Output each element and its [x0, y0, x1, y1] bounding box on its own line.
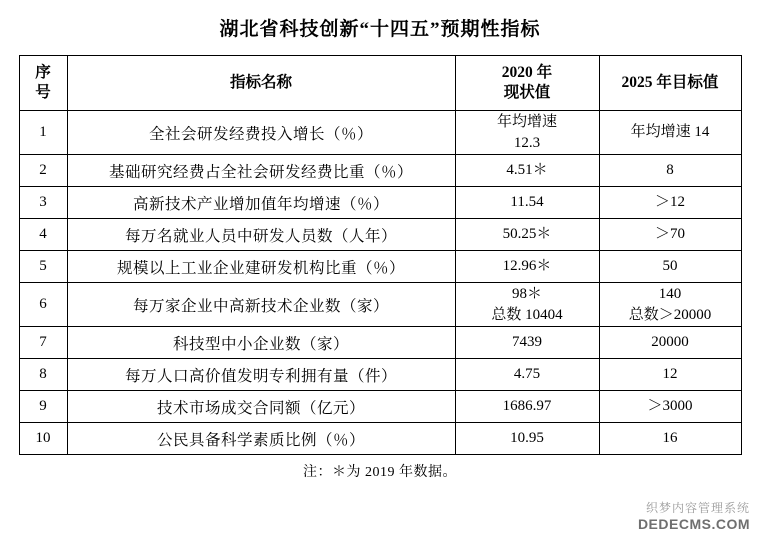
column-header-current [455, 56, 599, 111]
row-current-value [455, 283, 599, 327]
table-row [19, 155, 741, 187]
table-row [19, 219, 741, 251]
table-row [19, 187, 741, 219]
table-header [19, 56, 741, 111]
table-row [19, 251, 741, 283]
row-target-value: 12 [599, 359, 741, 391]
row-number: 3 [19, 187, 67, 219]
row-number: 10 [19, 423, 67, 455]
indicators-table [19, 55, 742, 455]
watermark-line2: DEDECMS.COM [637, 515, 750, 532]
row-indicator-name: 科技型中小企业数（家） [67, 327, 455, 359]
row-current-value-line1: 年均增速 [496, 114, 557, 131]
row-current-value-line2: 总数 10404 [491, 306, 563, 323]
column-header-target: 2025 年目标值 [599, 56, 741, 111]
row-number: 8 [19, 359, 67, 391]
row-indicator-name: 高新技术产业增加值年均增速（％） [67, 187, 455, 219]
table-row [19, 111, 741, 155]
page-title: 湖北省科技创新“十四五”预期性指标 [219, 19, 541, 40]
row-indicator-name: 每万名就业人员中研发人员数（人年） [67, 219, 455, 251]
row-target-value: 16 [599, 423, 741, 455]
row-target-value: ＞70 [599, 219, 741, 251]
column-header-name: 指标名称 [67, 56, 455, 111]
row-target-value: ＞3000 [599, 391, 741, 423]
column-header-current-line2: 现状值 [503, 84, 551, 101]
row-target-value: 8 [599, 155, 741, 187]
row-current-value: 10.95 [455, 423, 599, 455]
row-target-value: 50 [599, 251, 741, 283]
row-indicator-name: 每万家企业中高新技术企业数（家） [67, 283, 455, 327]
row-target-value: 20000 [599, 327, 741, 359]
row-current-value: 4.51＊ [455, 155, 599, 187]
row-number: 9 [19, 391, 67, 423]
row-number: 4 [19, 219, 67, 251]
row-number: 1 [19, 111, 67, 155]
table-row [19, 283, 741, 327]
row-current-value: 7439 [455, 327, 599, 359]
row-current-value [455, 111, 599, 155]
row-target-value-line2: 总数＞20000 [628, 306, 712, 323]
row-indicator-name: 公民具备科学素质比例（％） [67, 423, 455, 455]
row-current-value: 1686.97 [455, 391, 599, 423]
table-row [19, 391, 741, 423]
row-current-value: 12.96＊ [455, 251, 599, 283]
column-header-no-line1: 序 [35, 63, 51, 81]
watermark-line1: 织梦内容管理系统 [645, 501, 750, 516]
table-footnote: 注：＊为 2019 年数据。 [303, 465, 457, 480]
table-header-row [19, 56, 741, 111]
row-number: 6 [19, 283, 67, 327]
row-indicator-name: 技术市场成交合同额（亿元） [67, 391, 455, 423]
column-header-current-line1: 2020 年 [501, 63, 553, 81]
row-indicator-name: 规模以上工业企业建研发机构比重（％） [67, 251, 455, 283]
row-indicator-name: 每万人口高价值发明专利拥有量（件） [67, 359, 455, 391]
row-current-value: 4.75 [455, 359, 599, 391]
row-target-value [599, 283, 741, 327]
row-indicator-name: 基础研究经费占全社会研发经费比重（％） [67, 155, 455, 187]
row-indicator-name: 全社会研发经费投入增长（％） [67, 111, 455, 155]
row-number: 2 [19, 155, 67, 187]
row-target-value-line1: 140 [658, 286, 682, 303]
column-header-no-line2: 号 [35, 84, 51, 101]
row-target-value: 年均增速 14 [599, 111, 741, 155]
row-current-value: 11.54 [455, 187, 599, 219]
table-row [19, 423, 741, 455]
row-current-value-line1: 98＊ [511, 286, 542, 303]
row-current-value-line2: 12.3 [513, 134, 541, 151]
table-row [19, 327, 741, 359]
row-target-value: ＞12 [599, 187, 741, 219]
column-header-no [19, 56, 67, 111]
row-number: 5 [19, 251, 67, 283]
table-row [19, 359, 741, 391]
table-body [19, 111, 741, 455]
watermark [638, 502, 750, 532]
row-current-value: 50.25＊ [455, 219, 599, 251]
row-number: 7 [19, 327, 67, 359]
